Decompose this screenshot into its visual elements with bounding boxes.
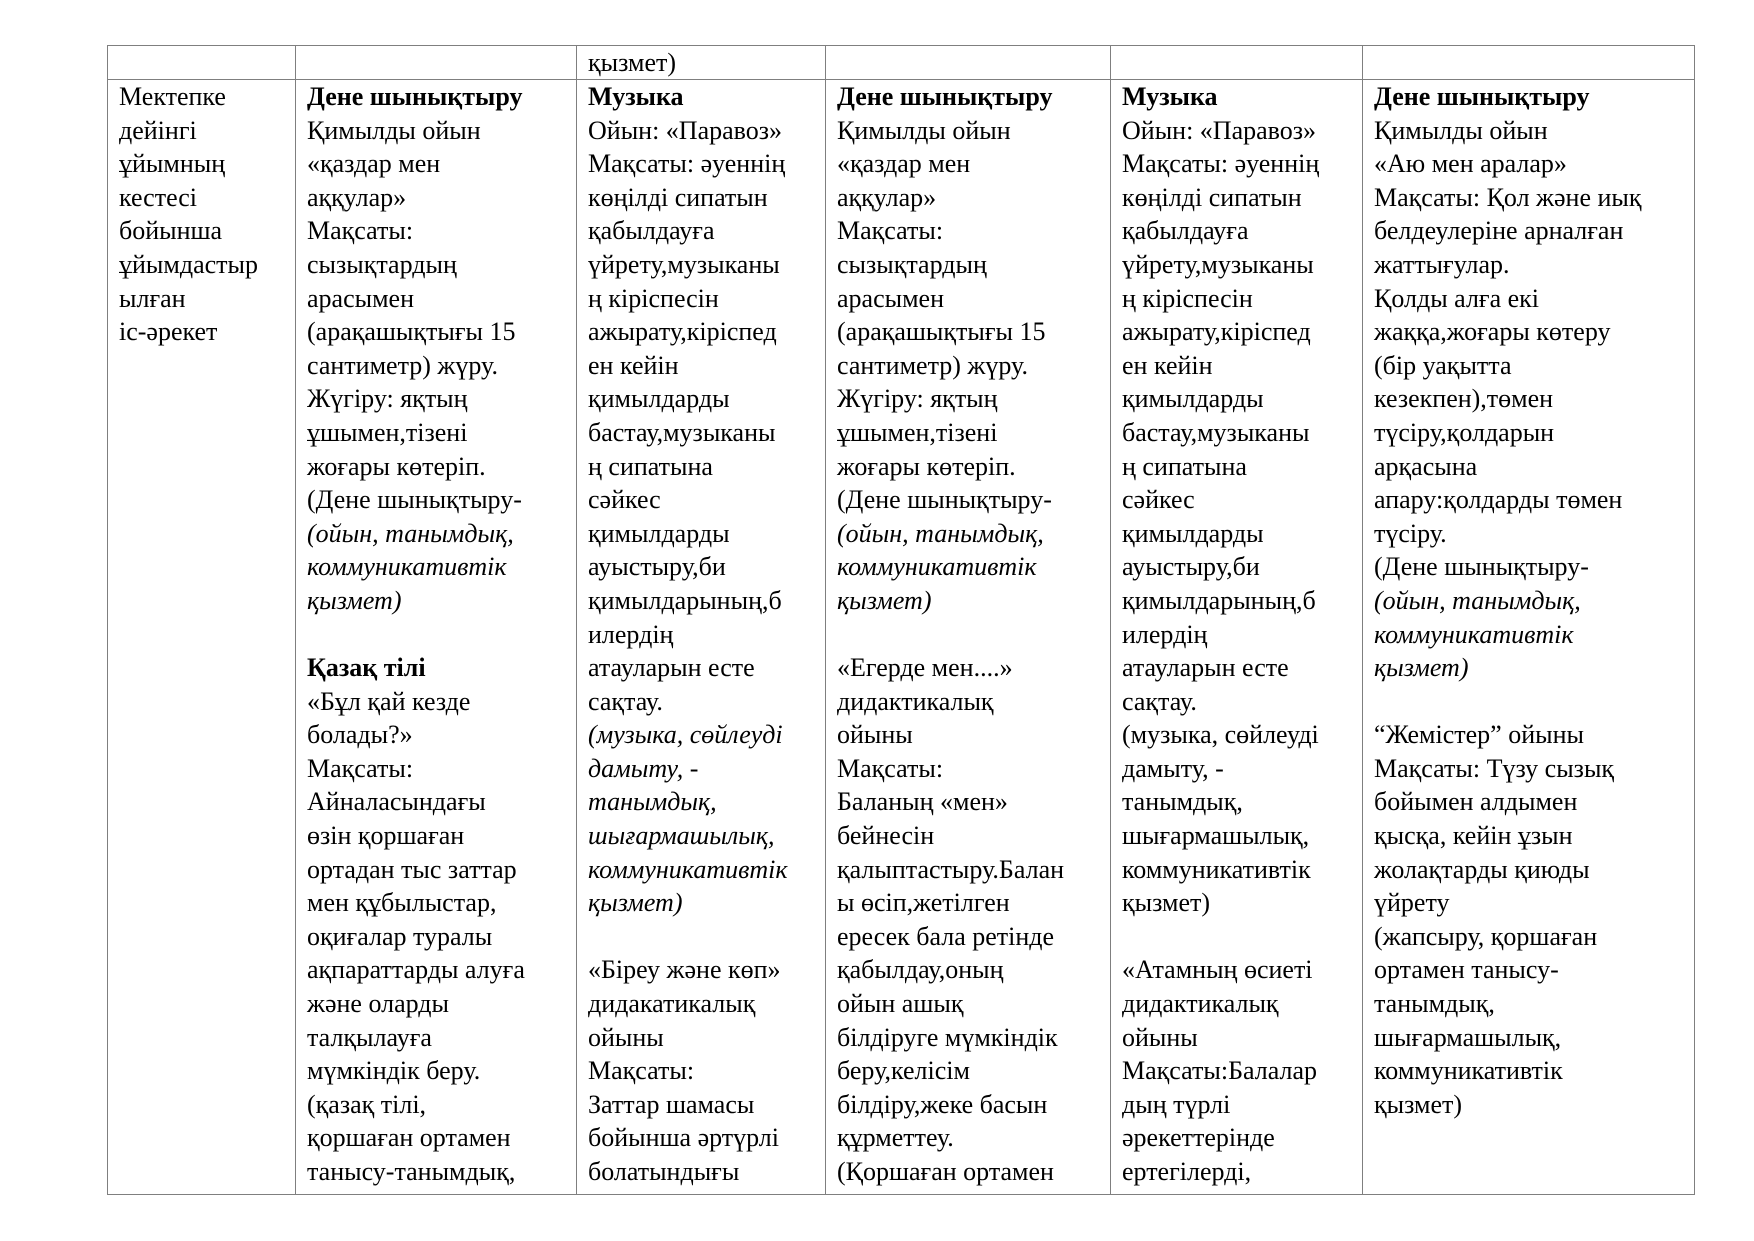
text-line: сәйкес	[588, 485, 661, 515]
text-line: ұйымның	[119, 149, 226, 179]
text-line: (ойын, танымдық,	[837, 518, 1044, 548]
text-line: Музыка	[588, 82, 684, 111]
blank-line	[307, 618, 566, 652]
text-line: қызмет)	[1374, 1089, 1463, 1119]
text-line: бойымен алдымен	[1374, 787, 1578, 817]
text-line: Мақсаты:	[307, 753, 414, 783]
text-line: Дене шынықтыру	[1374, 82, 1590, 111]
text-line: «қаздар мен	[307, 149, 441, 179]
text-line: бастау,музыканы	[1122, 417, 1310, 447]
text-line: Мақсаты:	[837, 753, 944, 783]
text-line: Жүгіру: яқтың	[307, 384, 468, 414]
text-line: қимылдарының,б	[588, 585, 782, 615]
text-line: қызмет)	[1122, 888, 1211, 918]
text-line: Дене шынықтыру	[307, 82, 523, 111]
text-line: (Дене шынықтыру-	[1374, 552, 1589, 582]
text-line: ұшымен,тізені	[307, 417, 468, 447]
text-line: «Біреу және көп»	[588, 955, 781, 985]
text-line: дидактикалық	[837, 686, 994, 716]
text-line: оқиғалар туралы	[307, 921, 493, 951]
text-line: белдеулеріне арналған	[1374, 216, 1624, 246]
text-line: бойынша	[119, 216, 223, 246]
text-line: қоршаған ортамен	[307, 1123, 511, 1153]
text-line: Мақсаты: Қол және иық	[1374, 182, 1642, 212]
text-line: білдіру,жеке басын	[837, 1089, 1048, 1119]
text-line: сызықтардың	[837, 249, 987, 279]
text-line: ен кейін	[588, 350, 679, 380]
text-line: дидакатикалық	[588, 989, 756, 1019]
text-line: ы өсіп,жетілген	[837, 888, 1010, 918]
text-line: шығармашылық,	[1122, 821, 1310, 851]
day-cell	[1363, 80, 1695, 1195]
text-line: талқылауға	[307, 1022, 432, 1052]
text-line: болатындығы	[588, 1157, 740, 1186]
text-line: Айналасындағы	[307, 787, 486, 817]
text-line: дидактикалық	[1122, 989, 1279, 1019]
text-line: үйрету	[1374, 888, 1450, 918]
text-line: құрметтеу.	[837, 1123, 954, 1153]
text-line: “Жемістер” ойыны	[1374, 720, 1584, 750]
text-line: ң кіріспесін	[1122, 283, 1253, 313]
text-line: атауларын есте	[1122, 653, 1289, 683]
text-line: шығармашылық,	[1374, 1022, 1562, 1052]
text-line: атауларын есте	[588, 653, 755, 683]
text-line: танысу-танымдық,	[307, 1157, 516, 1186]
text-line: Мектепке	[119, 82, 226, 111]
text-line: Қазақ тілі	[307, 653, 426, 683]
text-line: ң кіріспесін	[588, 283, 719, 313]
text-line: қимылдарды	[1122, 518, 1264, 548]
text-line: үйрету,музыканы	[1122, 249, 1314, 279]
text-line: коммуникативтік	[1374, 1056, 1563, 1086]
text-line: жаққа,жоғары көтеру	[1374, 317, 1611, 347]
day-cell	[296, 80, 577, 1195]
text-line: илердің	[1122, 619, 1208, 649]
text-line: (жапсыру, қоршаған	[1374, 921, 1598, 951]
text-line: Қимылды ойын	[1374, 115, 1548, 145]
text-line: қалыптастыру.Балан	[837, 854, 1065, 884]
text-line: Қимылды ойын	[307, 115, 481, 145]
text-line: мен құбылыстар,	[307, 888, 497, 918]
text-line: жолақтарды қиюды	[1374, 854, 1590, 884]
text-line: білдіруге мүмкіндік	[837, 1022, 1058, 1052]
text-line: қысқа, кейін ұзын	[1374, 821, 1573, 851]
text-line: сантиметр) жүру.	[837, 350, 1028, 380]
text-line: сәйкес	[1122, 485, 1195, 515]
text-line: «Атамның өсиеті	[1122, 955, 1313, 985]
text-line: Мақсаты: Түзу сызық	[1374, 753, 1615, 783]
text-line: шығармашылық,	[588, 821, 775, 851]
text-line: «қаздар мен	[837, 149, 971, 179]
table-cell: қызмет)	[577, 46, 826, 80]
text-line: ылған	[119, 283, 186, 313]
text-line: (қазақ тілі,	[307, 1089, 427, 1119]
text-line: қимылдарды	[588, 518, 730, 548]
text-line: ажырату,кіріспед	[588, 317, 777, 347]
text-line: ауыстыру,би	[1122, 552, 1260, 582]
text-line: сақтау.	[588, 686, 663, 716]
text-line: Баланың «мен»	[837, 787, 1008, 817]
text-line: ертегілерді,	[1122, 1157, 1252, 1186]
text-line: арасымен	[307, 283, 414, 313]
text-line: аққулар»	[307, 182, 407, 212]
text-line: кезекпен),төмен	[1374, 384, 1554, 414]
text-line: үйрету,музыканы	[588, 249, 780, 279]
text-line: коммуникативтік	[1122, 854, 1311, 884]
text-line: Мақсаты:Балалар	[1122, 1056, 1318, 1086]
text-line: Мақсаты:	[307, 216, 414, 246]
blank-line	[1374, 685, 1684, 719]
text-line: жоғары көтеріп.	[307, 451, 486, 481]
text-line: жоғары көтеріп.	[837, 451, 1016, 481]
text-line: ақпараттарды алуға	[307, 955, 525, 985]
text-line: іс-әрекет	[119, 317, 218, 347]
blank-line	[837, 618, 1100, 652]
text-line: Ойын: «Паравоз»	[1122, 115, 1317, 145]
text-line: мүмкіндік беру.	[307, 1056, 481, 1086]
text-line: арасымен	[837, 283, 944, 313]
text-line: жаттығулар.	[1374, 249, 1510, 279]
text-line: түсіру,қолдарын	[1374, 417, 1555, 447]
text-line: және оларды	[307, 989, 449, 1019]
text-line: ойыны	[1122, 1022, 1198, 1052]
text-line: қызмет)	[307, 585, 402, 615]
text-line: Мақсаты: әуеннің	[1122, 149, 1320, 179]
text-line: көңілді сипатын	[1122, 182, 1302, 212]
text-line: ауыстыру,би	[588, 552, 726, 582]
text-line: (Дене шынықтыру-	[307, 485, 522, 515]
table-row-continuation	[108, 46, 1695, 80]
text-line: болады?»	[307, 720, 413, 750]
text-line: аққулар»	[837, 182, 937, 212]
day-cell	[577, 80, 826, 1195]
text-line: қызмет)	[837, 585, 932, 615]
table-cell	[826, 46, 1111, 80]
text-line: Ойын: «Паравоз»	[588, 115, 783, 145]
text-line: ң сипатына	[1122, 451, 1247, 481]
text-line: бастау,музыканы	[588, 417, 776, 447]
table-cell	[1111, 46, 1363, 80]
text-line: (музыка, сөйлеуді	[588, 720, 783, 750]
text-line: көңілді сипатын	[588, 182, 768, 212]
text-line: Заттар шамасы	[588, 1089, 755, 1119]
text-line: қабылдауға	[588, 216, 715, 246]
blank-line	[588, 920, 815, 954]
text-line: кестесі	[119, 182, 198, 212]
text-line: дамыту, -	[1122, 753, 1224, 783]
text-line: (ойын, танымдық,	[307, 518, 514, 548]
text-line: бейнесін	[837, 821, 935, 851]
text-line: түсіру.	[1374, 518, 1447, 548]
text-line: Дене шынықтыру	[837, 82, 1053, 111]
day-cell	[1111, 80, 1363, 1195]
text-line: (музыка, сөйлеуді	[1122, 720, 1319, 750]
text-line: коммуникативтік	[837, 552, 1037, 582]
text-line: ен кейін	[1122, 350, 1213, 380]
text-line: қимылдарды	[588, 384, 730, 414]
text-line: Мақсаты:	[588, 1056, 695, 1086]
text-line: ойын ашық	[837, 989, 964, 1019]
text-line: ойыны	[837, 720, 913, 750]
text-line: Қолды алға екі	[1374, 283, 1540, 313]
text-line: бойынша әртүрлі	[588, 1123, 780, 1153]
text-line: сақтау.	[1122, 686, 1197, 716]
text-line: ң сипатына	[588, 451, 713, 481]
text-line: танымдық,	[1122, 787, 1243, 817]
text-line: (бір уақытта	[1374, 350, 1512, 380]
blank-line	[1122, 920, 1352, 954]
text-line: коммуникативтік	[307, 552, 507, 582]
text-line: апару:қолдарды төмен	[1374, 485, 1623, 515]
text-line: «Бұл қай кезде	[307, 686, 471, 716]
text-line: сантиметр) жүру.	[307, 350, 498, 380]
text-line: «Аю мен аралар»	[1374, 149, 1567, 179]
text-line: (ойын, танымдық,	[1374, 585, 1581, 615]
text-line: ажырату,кіріспед	[1122, 317, 1311, 347]
text-line: Мақсаты: әуеннің	[588, 149, 786, 179]
text-line: беру,келісім	[837, 1056, 970, 1086]
text-line: танымдық,	[588, 787, 717, 817]
text-line: қабылдауға	[1122, 216, 1249, 246]
text-line: (арақашықтығы 15	[307, 317, 516, 347]
text-line: ұйымдастыр	[119, 249, 258, 279]
table-row-activities	[108, 80, 1695, 1195]
text-line: танымдық,	[1374, 989, 1495, 1019]
text-line: дамыту, -	[588, 753, 699, 783]
text-line: (арақашықтығы 15	[837, 317, 1046, 347]
text-line: сызықтардың	[307, 249, 457, 279]
text-line: қызмет)	[588, 888, 683, 918]
table-cell	[296, 46, 577, 80]
schedule-table	[107, 45, 1695, 1195]
day-cell	[826, 80, 1111, 1195]
text-line: қимылдарының,б	[1122, 585, 1316, 615]
text-line: қимылдарды	[1122, 384, 1264, 414]
text-line: (Қоршаған ортамен	[837, 1157, 1054, 1186]
text-line: ұшымен,тізені	[837, 417, 998, 447]
text-line: Мақсаты:	[837, 216, 944, 246]
text-line: қабылдау,оның	[837, 955, 1004, 985]
text-line: арқасына	[1374, 451, 1478, 481]
text-line: Музыка	[1122, 82, 1218, 111]
text-line: ортамен танысу-	[1374, 955, 1559, 985]
row-header-cell	[108, 80, 296, 1195]
text-line: (Дене шынықтыру-	[837, 485, 1052, 515]
text-line: коммуникативтік	[588, 854, 788, 884]
text-line: дейінгі	[119, 115, 197, 145]
text-line: әрекеттерінде	[1122, 1123, 1275, 1153]
text-line: Жүгіру: яқтың	[837, 384, 998, 414]
text-line: ересек бала ретінде	[837, 921, 1055, 951]
text-line: коммуникативтік	[1374, 619, 1574, 649]
text-line: ойыны	[588, 1022, 664, 1052]
text-line: өзін қоршаған	[307, 821, 465, 851]
table-cell	[108, 46, 296, 80]
text-line: ортадан тыс заттар	[307, 854, 517, 884]
text-line: Қимылды ойын	[837, 115, 1011, 145]
text-line: дың түрлі	[1122, 1089, 1231, 1119]
text-line: илердің	[588, 619, 674, 649]
text-line: қызмет)	[1374, 653, 1469, 683]
text-line: «Егерде мен....»	[837, 653, 1013, 683]
table-cell	[1363, 46, 1695, 80]
